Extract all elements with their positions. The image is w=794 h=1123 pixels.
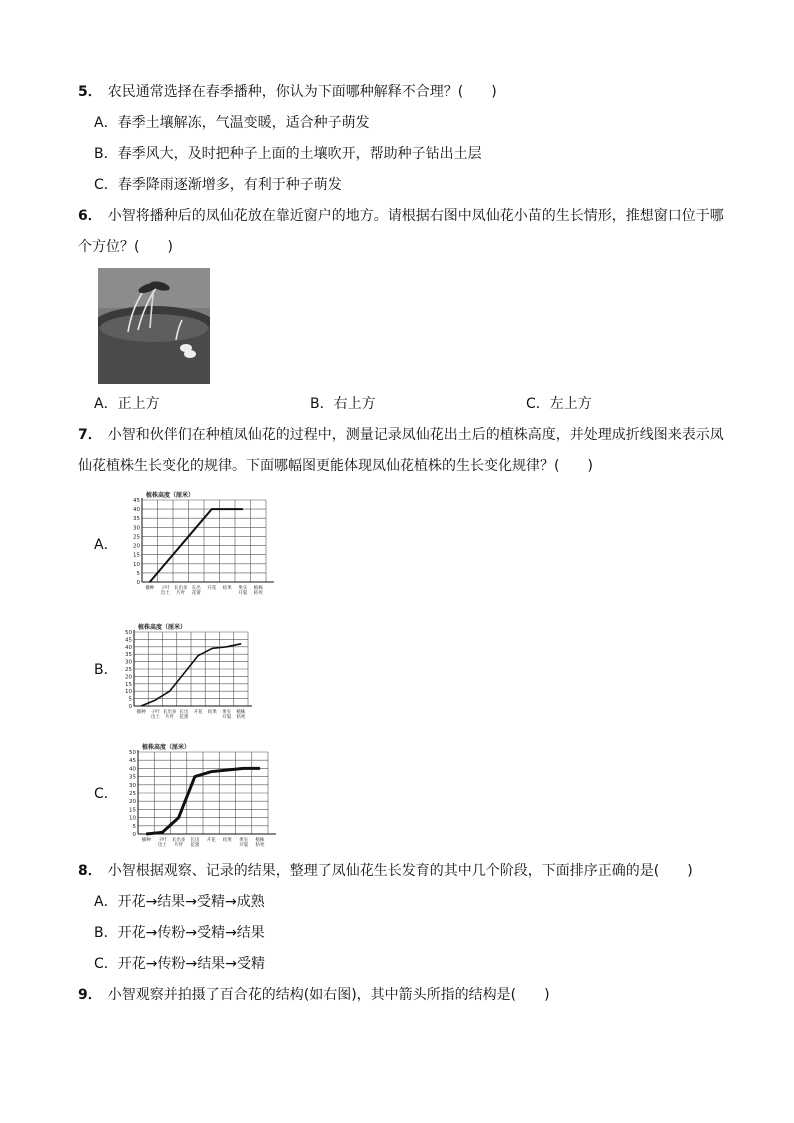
q6-stem-line2: 个方位？( ): [78, 239, 173, 255]
line-chart-svg: [116, 620, 252, 724]
q9-number: 9．: [78, 987, 102, 1003]
q6-option-c: C．左上方: [526, 396, 592, 412]
x-tick-label: 植株枯死: [236, 710, 246, 720]
q6-number: 6．: [78, 208, 102, 224]
data-point: [242, 509, 243, 510]
x-tick-label: 果实开裂: [238, 586, 248, 596]
data-point: [180, 545, 181, 546]
x-tick-label: 子叶出土: [160, 586, 170, 596]
x-tick-label: 结果: [207, 710, 217, 715]
data-point: [211, 771, 212, 772]
x-tick-label: 长出多片叶: [162, 710, 177, 720]
x-tick-label: 结果: [222, 838, 232, 843]
data-point: [226, 646, 227, 647]
y-tick-label: 15: [129, 807, 136, 814]
x-tick-label: 长出花蕾: [190, 838, 200, 848]
q6-stem-text: 小智将播种后的凤仙花放在靠近窗户的地方。请根据右图中凤仙花小苗的生长情形，推想窗口位于哪: [107, 208, 724, 224]
y-tick-label: 20: [133, 543, 140, 550]
q6-option-a: A．正上方: [94, 396, 160, 412]
x-tick-label: 结果: [222, 586, 232, 591]
x-tick-label: 长出花蕾: [191, 586, 201, 596]
q7-chart-c: [116, 740, 282, 850]
data-point: [194, 776, 195, 777]
y-tick-label: 45: [125, 637, 132, 644]
data-point: [169, 691, 170, 692]
x-tick-label: 子叶出土: [157, 838, 167, 848]
q5-stem-text: 农民通常选择在春季播种，你认为下面哪种解释不合理？( ): [107, 84, 497, 100]
y-tick-label: 15: [133, 552, 140, 559]
data-point: [198, 655, 199, 656]
x-tick-label: 果实开裂: [239, 838, 249, 848]
x-tick-label: 播种: [145, 586, 155, 591]
x-tick-label: 果实开裂: [222, 710, 232, 720]
y-tick-label: 35: [129, 774, 136, 781]
q7-option-a-label: A．: [94, 537, 118, 553]
y-tick-label: 20: [129, 799, 136, 806]
line-chart-svg: [120, 484, 282, 602]
x-tick-label: 播种: [141, 838, 151, 843]
x-tick-label: 开花: [206, 838, 216, 843]
q6-option-b: B．右上方: [310, 396, 376, 412]
line-chart-svg: [116, 740, 282, 850]
y-tick-label: 10: [133, 561, 140, 568]
q6-stem-line1: [78, 206, 724, 226]
y-tick-label: 40: [125, 644, 132, 651]
y-tick-label: 30: [133, 525, 140, 532]
q7-stem-text: 小智和伙伴们在种植凤仙花的过程中，测量记录凤仙花出土后的植株高度，并处理成折线图来表示凤: [107, 427, 724, 443]
y-tick-label: 40: [133, 507, 140, 514]
y-tick-label: 25: [129, 791, 136, 797]
q5-number: 5．: [78, 84, 102, 100]
chart-title: 植株高度（厘米）: [146, 492, 195, 499]
data-point: [227, 509, 228, 510]
data-point: [165, 563, 166, 564]
y-tick-label: 25: [125, 667, 132, 673]
x-tick-label: 植株枯死: [255, 838, 265, 848]
q9-stem: [78, 985, 550, 1005]
data-point: [155, 699, 156, 700]
q5-option-c: C．春季降雨逐渐增多，有利于种子萌发: [94, 177, 342, 193]
y-tick-label: 40: [129, 766, 136, 773]
q8-stem-text: 小智根据观察、记录的结果，整理了凤仙花生长发育的其中几个阶段，下面排序正确的是( ): [107, 863, 693, 879]
q9-stem-text: 小智观察并拍摄了百合花的结构(如右图)，其中箭头所指的结构是( ): [107, 987, 550, 1003]
y-tick-label: 10: [125, 689, 132, 696]
q8-option-c: C．开花→传粉→结果→受精: [94, 956, 265, 972]
q7-stem-line2: 仙花植株生长变化的规律。下面哪幅图更能体现凤仙花植株的生长变化规律？( ): [78, 458, 593, 474]
q7-option-c-label: C．: [94, 786, 118, 802]
y-tick-label: 5: [128, 696, 132, 703]
y-tick-label: 50: [125, 630, 132, 636]
q7-option-b-label: B．: [94, 662, 118, 678]
x-tick-label: 播种: [136, 710, 146, 715]
q5-option-a: A．春季土壤解冻，气温变暖，适合种子萌发: [94, 115, 370, 131]
x-tick-label: 长出多片叶: [174, 586, 188, 596]
data-point: [178, 817, 179, 818]
y-tick-label: 20: [125, 674, 132, 681]
q7-stem-line1: [78, 425, 724, 445]
x-tick-label: 开花: [193, 710, 203, 715]
q8-option-b: B．开花→传粉→受精→结果: [94, 925, 265, 941]
q8-option-a: A．开花→结果→受精→成熟: [94, 894, 265, 910]
data-point: [212, 648, 213, 649]
y-tick-label: 10: [129, 815, 136, 822]
chart-title: 植株高度（厘米）: [142, 744, 191, 751]
data-point: [146, 833, 147, 834]
q7-number: 7．: [78, 427, 102, 443]
q5-option-b: B．春季风大，及时把种子上面的土壤吹开，帮助种子钻出土层: [94, 146, 482, 162]
y-tick-label: 15: [125, 681, 132, 688]
y-tick-label: 5: [132, 823, 136, 830]
y-tick-label: 0: [128, 704, 132, 710]
data-point: [141, 705, 142, 706]
data-point: [183, 673, 184, 674]
data-point: [149, 581, 150, 582]
data-point: [196, 527, 197, 528]
y-tick-label: 30: [129, 782, 136, 789]
y-tick-label: 25: [133, 534, 140, 541]
x-tick-label: 植株枯死: [253, 586, 263, 596]
y-tick-label: 5: [136, 570, 140, 577]
q7-chart-b: [116, 620, 252, 724]
chart-title: 植株高度（厘米）: [138, 624, 187, 631]
seedling-photo: [98, 268, 210, 384]
data-point: [259, 768, 260, 769]
x-tick-label: 长出多片叶: [171, 838, 186, 848]
y-tick-label: 50: [129, 750, 136, 756]
data-point: [162, 832, 163, 833]
y-tick-label: 0: [136, 580, 140, 586]
q8-stem: [78, 861, 693, 881]
y-tick-label: 30: [125, 659, 132, 666]
q5-stem: [78, 82, 497, 102]
x-tick-label: 长出花蕾: [179, 710, 189, 720]
y-tick-label: 0: [132, 832, 136, 838]
q8-number: 8．: [78, 863, 102, 879]
x-tick-label: 开花: [207, 586, 217, 591]
x-tick-label: 子叶出土: [150, 710, 160, 720]
y-tick-label: 35: [125, 652, 132, 659]
data-point: [211, 509, 212, 510]
y-tick-label: 45: [133, 498, 140, 504]
q7-chart-a: [120, 484, 282, 602]
y-tick-label: 45: [129, 758, 136, 765]
y-tick-label: 35: [133, 516, 140, 523]
data-point: [243, 768, 244, 769]
data-point: [240, 643, 241, 644]
data-point: [227, 769, 228, 770]
